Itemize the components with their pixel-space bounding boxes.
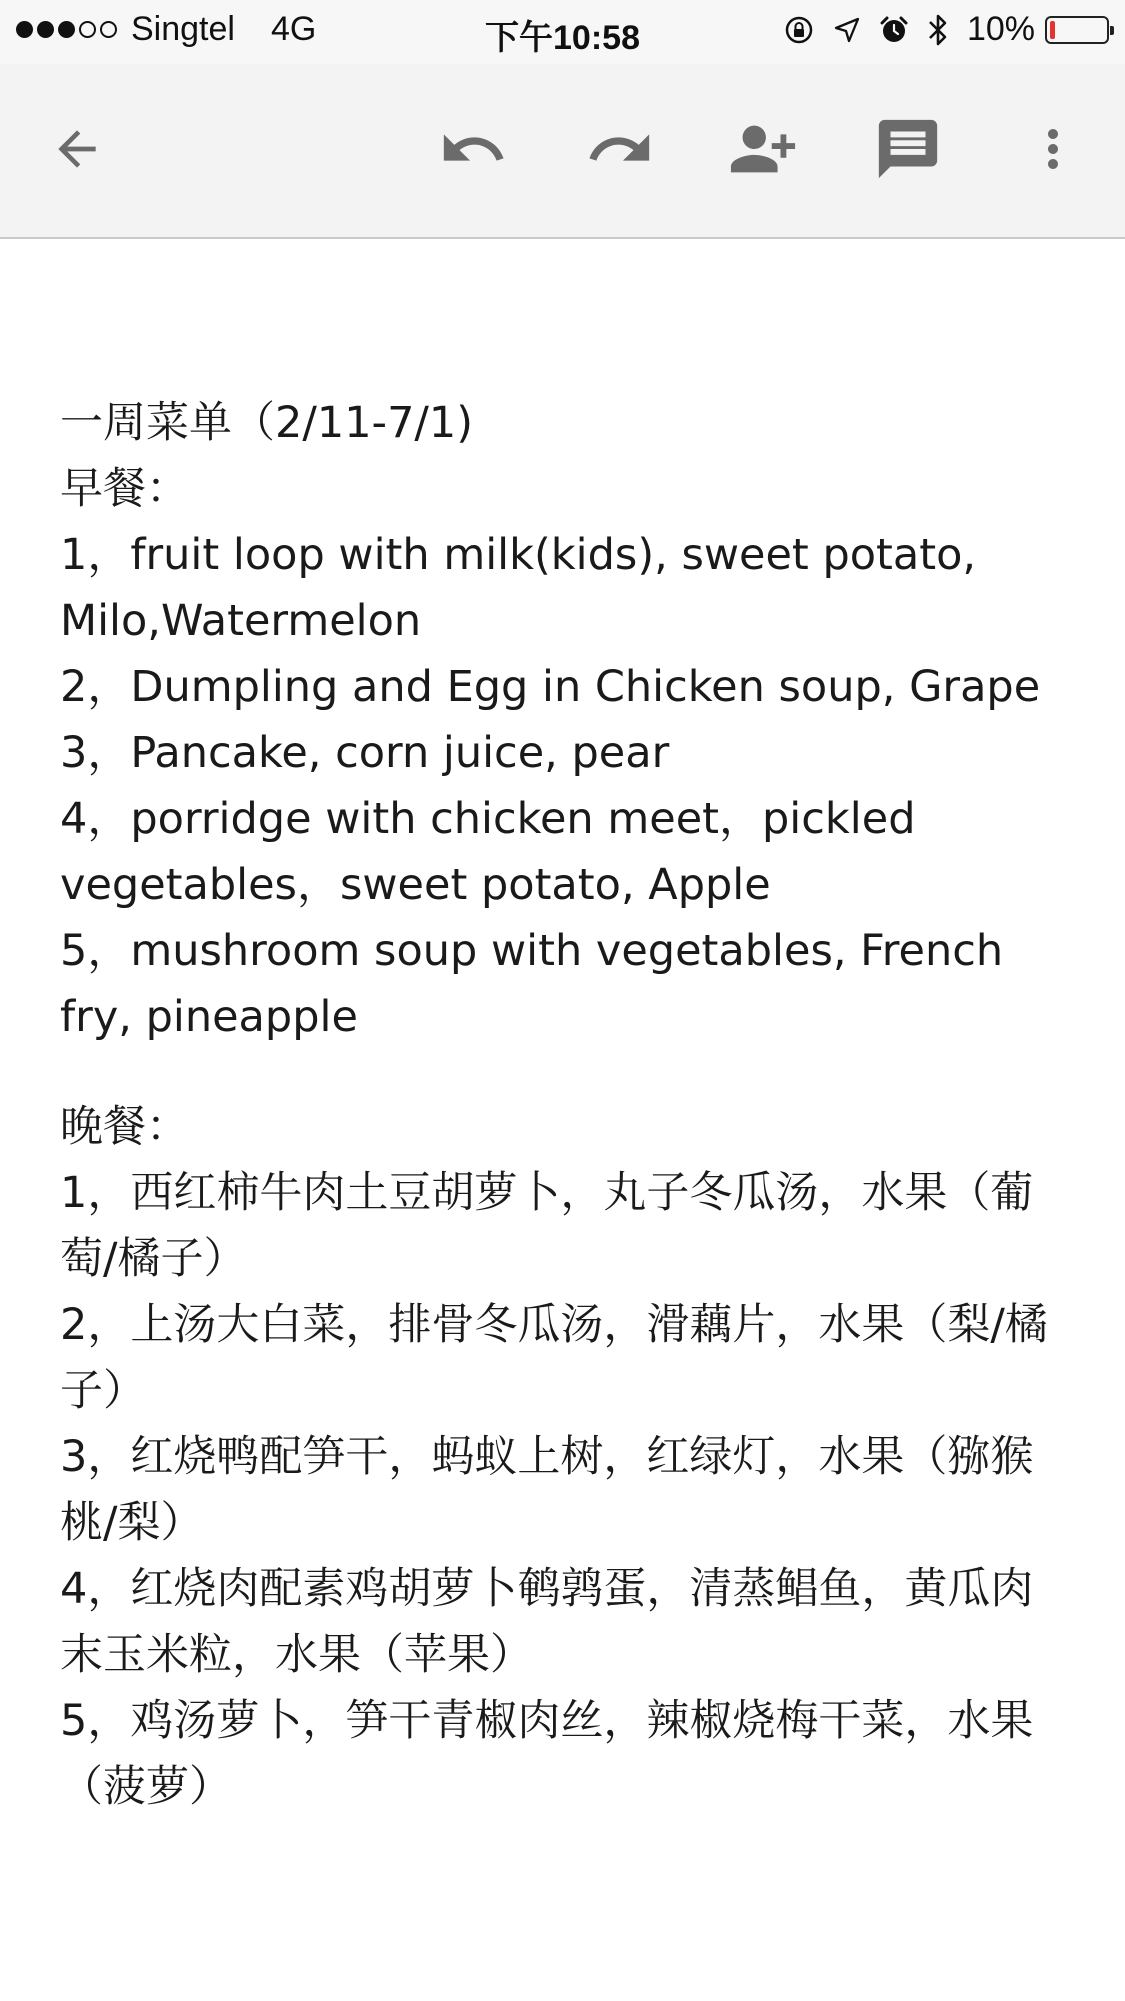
battery-icon (1045, 16, 1109, 44)
redo-icon (585, 113, 655, 185)
dinner-item: 3，红烧鸭配笋干，蚂蚁上树，红绿灯，水果（猕猴桃/梨） (60, 1432, 1034, 1548)
alarm-clock-icon (879, 15, 909, 45)
dinner-item: 4，红烧肉配素鸡胡萝卜鹌鹑蛋，清蒸鲳鱼，黄瓜肉末玉米粒，水果（苹果） (60, 1564, 1034, 1680)
comment-icon (873, 112, 943, 186)
dinner-heading: 晚餐： (60, 1102, 189, 1152)
breakfast-item: 1，fruit loop with milk(kids), sweet potato, Milo,Watermelon (60, 530, 990, 646)
blank-line (60, 1050, 1070, 1094)
breakfast-item: 3，Pancake, corn juice, pear (60, 728, 670, 778)
dinner-item: 2，上汤大白菜，排骨冬瓜汤，滑藕片，水果（梨/橘子） (60, 1300, 1048, 1416)
dinner-item: 1，西红柿牛肉土豆胡萝卜，丸子冬瓜汤，水果（葡萄/橘子） (60, 1168, 1034, 1284)
document-title: 一周菜单（2/11-7/1) (60, 398, 474, 448)
share-button[interactable] (728, 114, 798, 184)
bluetooth-icon (927, 13, 949, 47)
back-button[interactable] (42, 114, 112, 184)
more-options-button[interactable] (1018, 114, 1088, 184)
back-arrow-icon (49, 121, 105, 177)
battery-level-fill (1050, 21, 1055, 39)
breakfast-heading: 早餐： (60, 464, 189, 514)
undo-button[interactable] (438, 114, 508, 184)
location-arrow-icon (833, 16, 861, 44)
breakfast-item: 4，porridge with chicken meet，pickled vegetables，sweet potato, Apple (60, 794, 930, 910)
redo-button[interactable] (585, 114, 655, 184)
breakfast-item: 2，Dumpling and Egg in Chicken soup, Grape (60, 662, 1041, 712)
document-body[interactable] (60, 390, 1070, 1820)
breakfast-item: 5，mushroom soup with vegetables, French fry, pineapple (60, 926, 1017, 1042)
status-right (783, 10, 1109, 49)
carrier-name: Singtel (131, 10, 235, 48)
rotation-lock-icon (783, 14, 815, 46)
undo-icon (438, 113, 508, 185)
docs-toolbar (0, 64, 1125, 239)
more-vert-icon (1023, 119, 1083, 179)
add-person-icon (728, 111, 798, 187)
network-type: 4G (270, 10, 317, 48)
status-time: 下午10:58 (485, 19, 640, 57)
status-bar (0, 0, 1125, 64)
dinner-item: 5，鸡汤萝卜，笋干青椒肉丝，辣椒烧梅干菜，水果（菠萝） (60, 1696, 1034, 1812)
comments-button[interactable] (873, 114, 943, 184)
battery-percent: 10% (966, 10, 1035, 48)
